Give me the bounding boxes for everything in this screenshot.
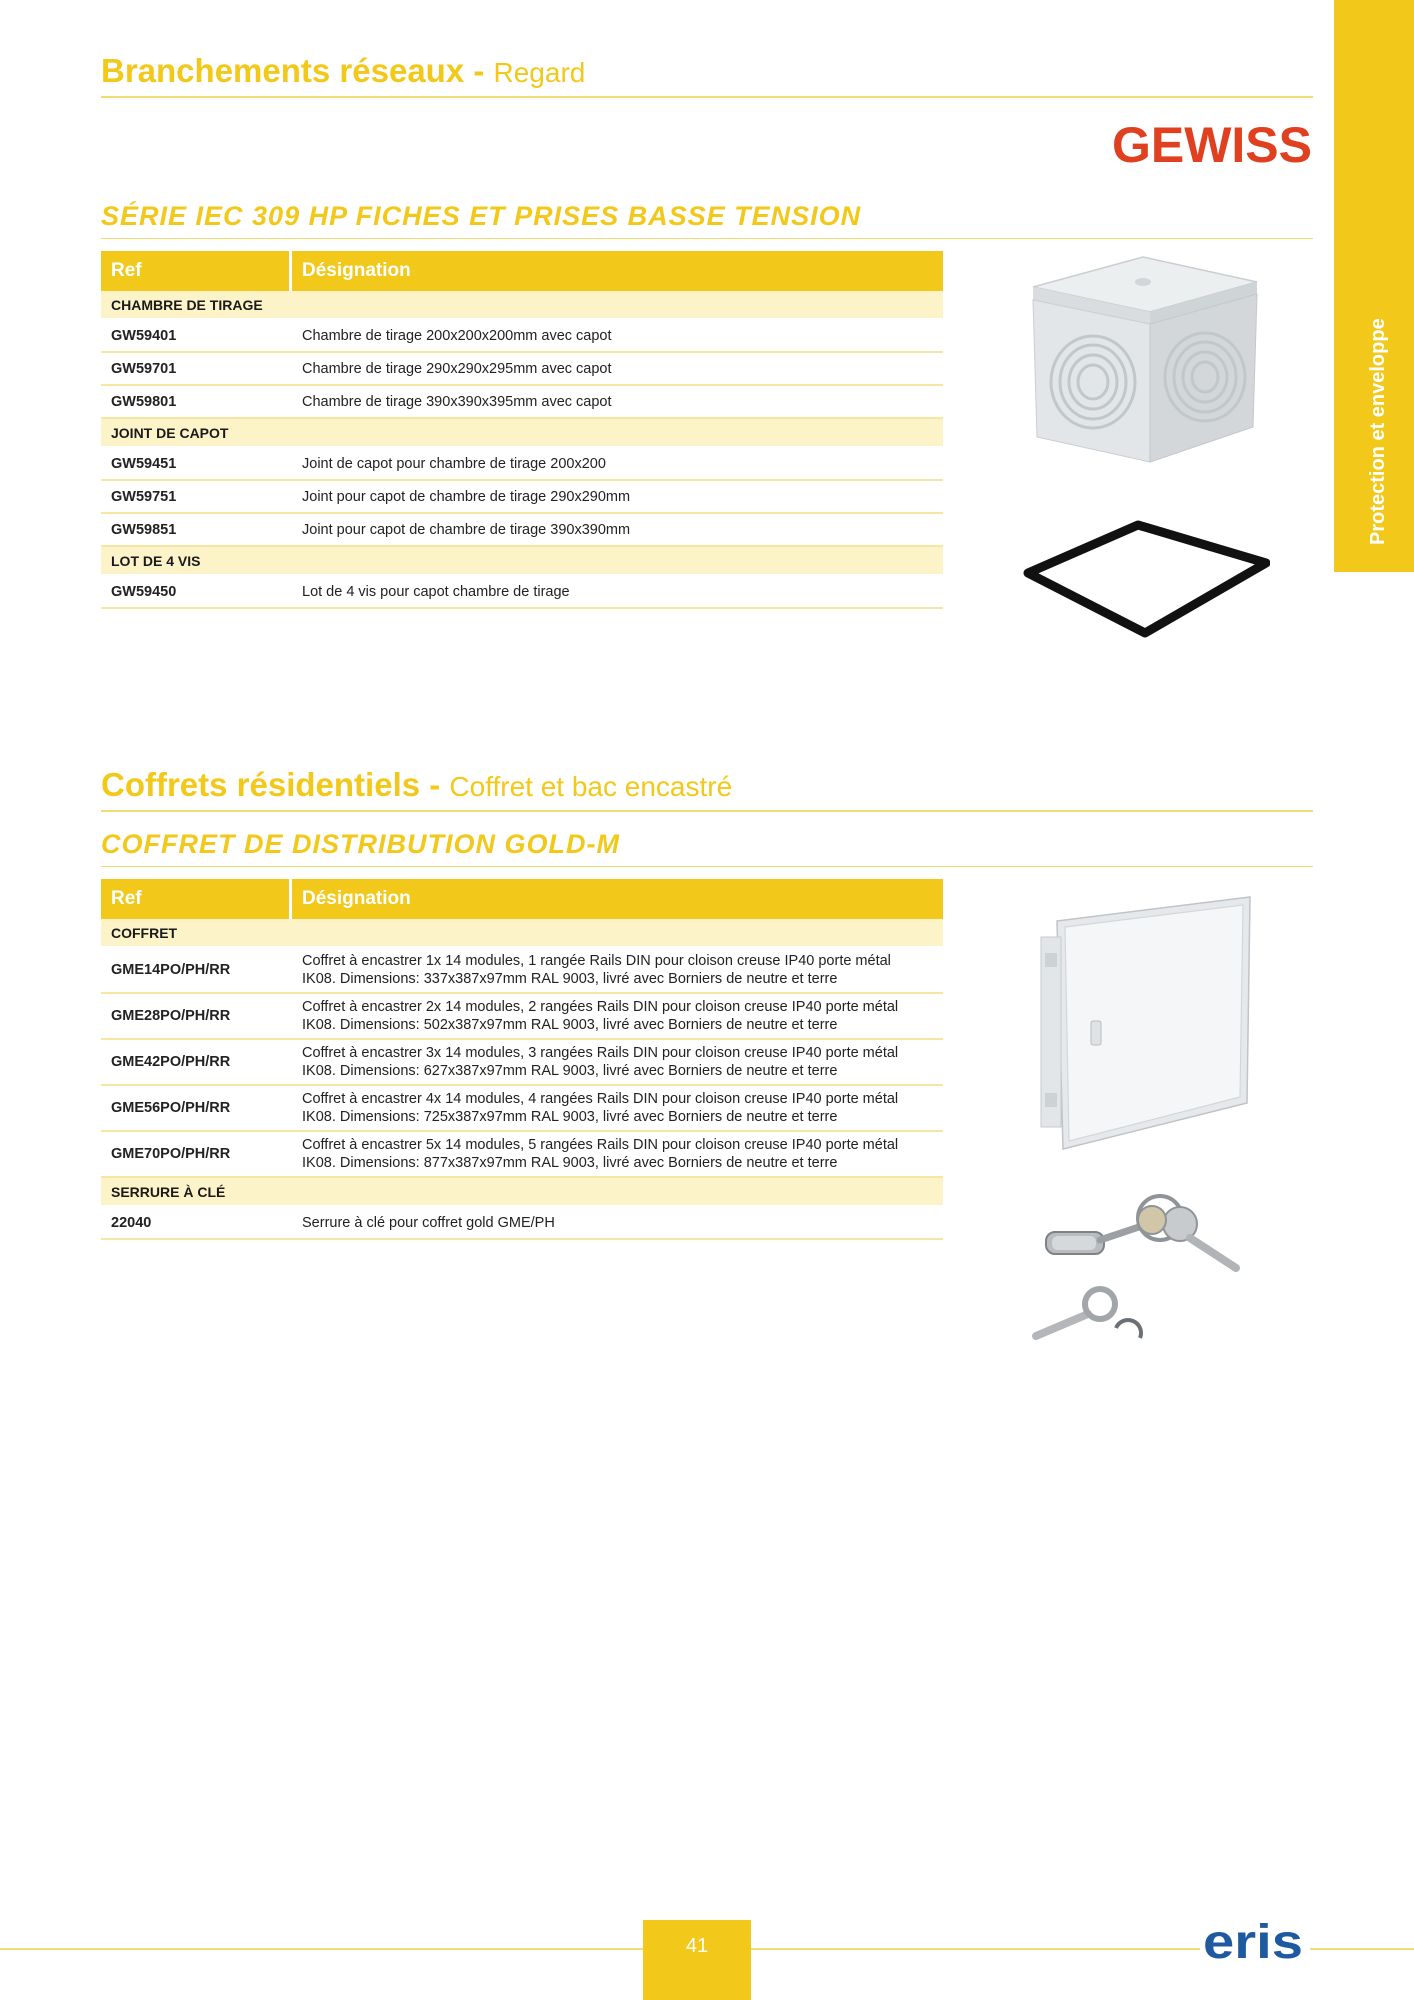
ref-cell: GW59450 bbox=[101, 576, 292, 609]
table-group-row bbox=[101, 419, 943, 448]
designation-line: Coffret à encastrer 5x 14 modules, 5 rangées Rails DIN pour cloison creuse IP40 porte métal bbox=[302, 1137, 899, 1153]
section-title-branchements bbox=[101, 52, 1313, 98]
ref-cell: GME70PO/PH/RR bbox=[101, 1132, 292, 1178]
footer-rule-left bbox=[0, 1948, 643, 1950]
ref-cell: GME14PO/PH/RR bbox=[101, 948, 292, 994]
group-name: COFFRET bbox=[101, 919, 943, 948]
column-header-ref: Ref bbox=[101, 879, 292, 919]
designation-cell: Lot de 4 vis pour capot chambre de tirage bbox=[292, 576, 943, 609]
table-row bbox=[101, 353, 943, 386]
group-name: SERRURE À CLÉ bbox=[101, 1178, 943, 1207]
table-row bbox=[101, 1040, 943, 1086]
designation-line: IK08. Dimensions: 502x387x97mm RAL 9003, livré avec Borniers de neutre et terre bbox=[302, 1017, 838, 1033]
ref-cell: GW59851 bbox=[101, 514, 292, 547]
ref-cell: 22040 bbox=[101, 1207, 292, 1240]
group-name: JOINT DE CAPOT bbox=[101, 419, 943, 448]
ref-cell: GW59801 bbox=[101, 386, 292, 419]
product-table-regard bbox=[101, 251, 943, 609]
gasket-image bbox=[1020, 505, 1270, 640]
designation-cell: Serrure à clé pour coffret gold GME/PH bbox=[292, 1207, 943, 1240]
designation-line: IK08. Dimensions: 725x387x97mm RAL 9003, livré avec Borniers de neutre et terre bbox=[302, 1109, 838, 1125]
table-row bbox=[101, 1132, 943, 1178]
designation-cell: Joint pour capot de chambre de tirage 390x390mm bbox=[292, 514, 943, 547]
designation-line: Coffret à encastrer 4x 14 modules, 4 rangées Rails DIN pour cloison creuse IP40 porte métal bbox=[302, 1091, 899, 1107]
ref-cell: GW59401 bbox=[101, 320, 292, 353]
table-row bbox=[101, 994, 943, 1040]
eris-logo-text: eris bbox=[1203, 1916, 1303, 1968]
ref-cell: GW59451 bbox=[101, 448, 292, 481]
designation-cell: Chambre de tirage 390x390x395mm avec capot bbox=[292, 386, 943, 419]
ref-cell: GW59701 bbox=[101, 353, 292, 386]
section-subtitle: Coffret et bac encastré bbox=[449, 771, 733, 802]
table-group-row bbox=[101, 919, 943, 948]
page-number-text: 41 bbox=[685, 1935, 709, 1957]
table-row bbox=[101, 481, 943, 514]
ref-cell: GME56PO/PH/RR bbox=[101, 1086, 292, 1132]
eris-logo bbox=[1200, 1916, 1306, 1968]
table-row bbox=[101, 948, 943, 994]
table-group-row bbox=[101, 547, 943, 576]
table-group-row bbox=[101, 291, 943, 320]
designation-line: IK08. Dimensions: 627x387x97mm RAL 9003, livré avec Borniers de neutre et terre bbox=[302, 1063, 838, 1079]
group-name: CHAMBRE DE TIRAGE bbox=[101, 291, 943, 320]
designation-line: IK08. Dimensions: 337x387x97mm RAL 9003, livré avec Borniers de neutre et terre bbox=[302, 971, 838, 987]
column-header-designation: Désignation bbox=[292, 251, 943, 291]
gewiss-logo-text: GEWISS bbox=[1112, 118, 1312, 170]
designation-cell: Joint de capot pour chambre de tirage 200x200 bbox=[292, 448, 943, 481]
side-tab-label: Protection et enveloppe bbox=[1367, 318, 1389, 545]
junction-box-image bbox=[1025, 252, 1265, 467]
section-title-main: Branchements réseaux - bbox=[101, 52, 494, 89]
table-group-row bbox=[101, 1178, 943, 1207]
table-row bbox=[101, 1207, 943, 1240]
table-row bbox=[101, 320, 943, 353]
designation-cell bbox=[292, 994, 943, 1040]
group-name: LOT DE 4 VIS bbox=[101, 547, 943, 576]
column-header-ref: Ref bbox=[101, 251, 292, 291]
designation-line: Coffret à encastrer 2x 14 modules, 2 rangées Rails DIN pour cloison creuse IP40 porte métal bbox=[302, 999, 899, 1015]
designation-line: Coffret à encastrer 3x 14 modules, 3 rangées Rails DIN pour cloison creuse IP40 porte métal bbox=[302, 1045, 899, 1061]
table-row bbox=[101, 386, 943, 419]
designation-cell bbox=[292, 1040, 943, 1086]
designation-line: IK08. Dimensions: 877x387x97mm RAL 9003, livré avec Borniers de neutre et terre bbox=[302, 1155, 838, 1171]
designation-cell bbox=[292, 1086, 943, 1132]
product-table-coffrets bbox=[101, 879, 943, 1240]
column-header-designation: Désignation bbox=[292, 879, 943, 919]
designation-line: Coffret à encastrer 1x 14 modules, 1 rangée Rails DIN pour cloison creuse IP40 porte métal bbox=[302, 953, 891, 969]
designation-cell: Chambre de tirage 290x290x295mm avec capot bbox=[292, 353, 943, 386]
ref-cell: GME42PO/PH/RR bbox=[101, 1040, 292, 1086]
designation-cell: Joint pour capot de chambre de tirage 290x290mm bbox=[292, 481, 943, 514]
section-title-main: Coffrets résidentiels - bbox=[101, 766, 450, 803]
designation-cell bbox=[292, 1132, 943, 1178]
footer-rule-right bbox=[1310, 1948, 1414, 1950]
table-row bbox=[101, 514, 943, 547]
section-title-coffrets bbox=[101, 766, 1313, 812]
lock-and-keys-image bbox=[1040, 1180, 1250, 1280]
section-subtitle: Regard bbox=[493, 57, 586, 88]
designation-cell: Chambre de tirage 200x200x200mm avec capot bbox=[292, 320, 943, 353]
page-number bbox=[643, 1920, 751, 2000]
ref-cell: GME28PO/PH/RR bbox=[101, 994, 292, 1040]
table-row bbox=[101, 448, 943, 481]
footer-rule-mid bbox=[751, 1948, 1200, 1950]
table-row bbox=[101, 1086, 943, 1132]
series-title-gold-m: COFFRET DE DISTRIBUTION GOLD-M bbox=[101, 829, 1313, 867]
designation-cell bbox=[292, 948, 943, 994]
table-row bbox=[101, 576, 943, 609]
ref-cell: GW59751 bbox=[101, 481, 292, 514]
table-header bbox=[101, 879, 943, 919]
distribution-cabinet-image bbox=[1035, 893, 1260, 1153]
gewiss-logo bbox=[1110, 118, 1315, 170]
key-and-clip-image bbox=[1030, 1282, 1150, 1357]
series-title-iec309: SÉRIE IEC 309 HP FICHES ET PRISES BASSE TENSION bbox=[101, 201, 1313, 239]
table-header bbox=[101, 251, 943, 291]
